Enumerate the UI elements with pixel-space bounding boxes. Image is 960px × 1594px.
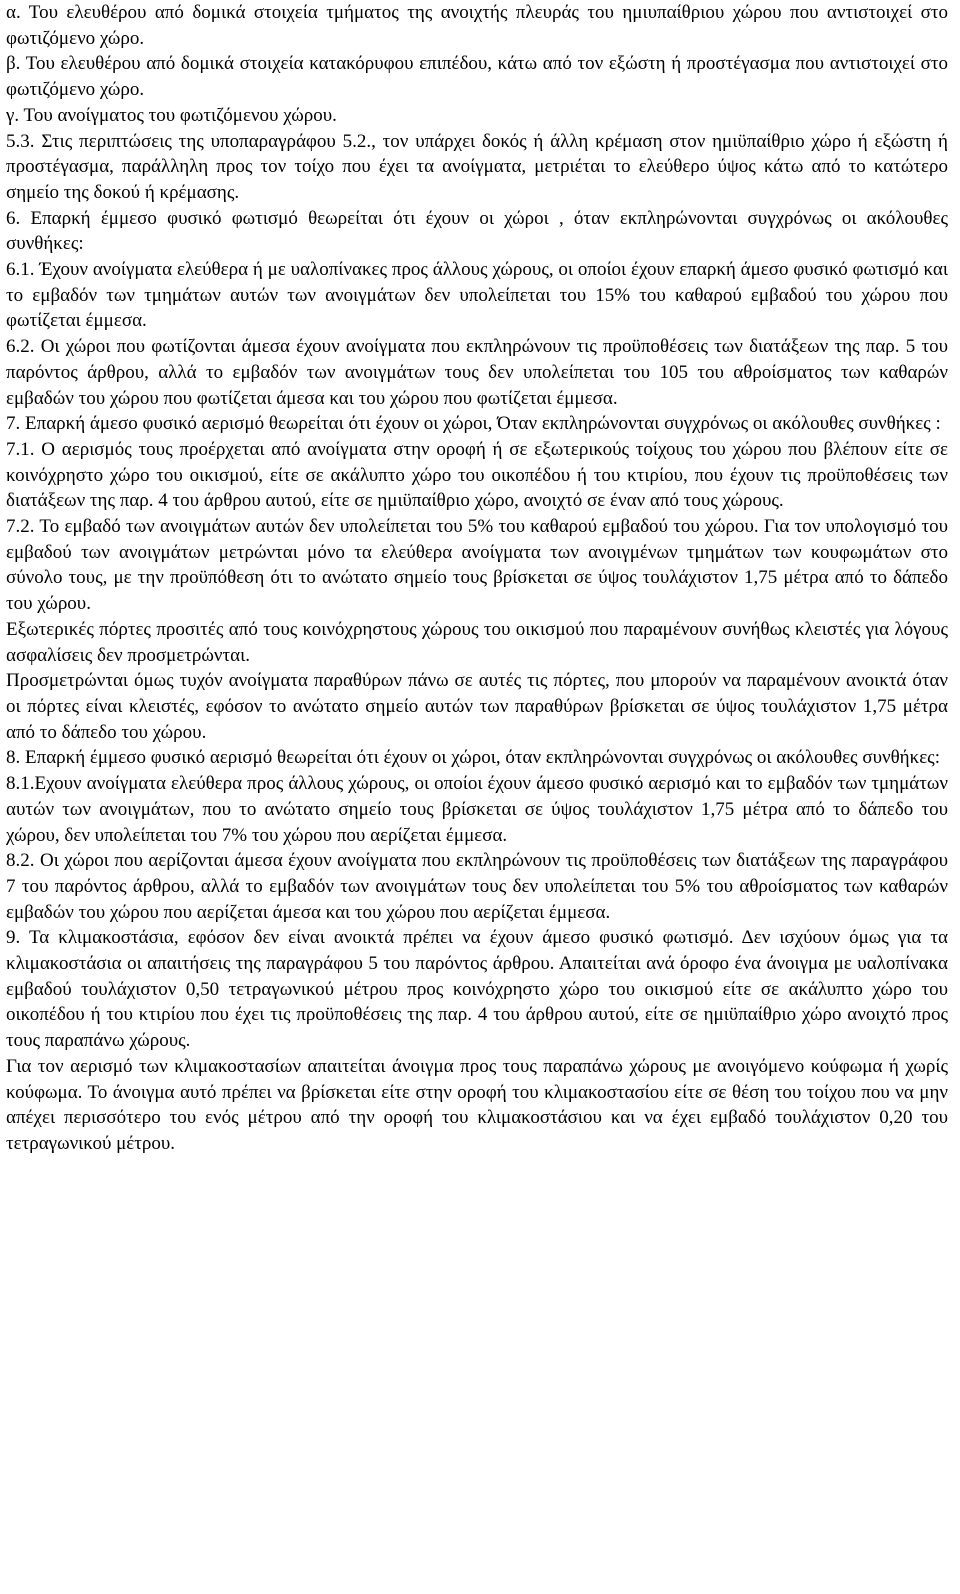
paragraph-6-1-openings-15-percent: 6.1. Έχουν ανοίγματα ελεύθερα ή με υαλοπίνακες προς άλλους χώρους, οι οποίοι έχουν επαρκή άμεσο φυσικό φωτισμό και το εμβαδόν των τμημάτων αυτών των ανοιγμάτων δεν υπολείπεται του 15% του καθαρού εμβαδού του χώρου που φωτίζεται έμμεσα. (6, 259, 948, 332)
paragraph-8-1-openings-7-percent: 8.1.Εχουν ανοίγματα ελεύθερα προς άλλους χώρους, οι οποίοι έχουν άμεσο φυσικό αερισμό και το εμβαδόν των τμημάτων αυτών των ανοιγμάτων, που το ανώτατο σημείο τους βρίσκεται σε ύψος τουλάχιστον 1,75 μέτρα από το δάπεδο του χώρου, δεν υπολείπεται του 7% του χώρου που αερίζεται έμμεσα. (6, 773, 948, 846)
paragraph-6-indirect-lighting: 6. Επαρκή έμμεσο φυσικό φωτισμό θεωρείται ότι έχουν οι χώροι , όταν εκπληρώνονται συγχρόνως οι ακόλουθες συνθήκες: (6, 207, 948, 255)
paragraph-8-2-direct-ventilated-rooms: 8.2. Οι χώροι που αερίζονται άμεσα έχουν ανοίγματα που εκπληρώνουν τις προϋποθέσεις των διατάξεων της παραγράφου 7 του παρόντος άρθρου, αλλά το εμβαδόν των ανοιγμάτων τους δεν υπολείπεται του 5% του αθροίσματος των καθαρών εμβαδών του χώρου που αερίζεται άμεσα και του χώρου που αερίζεται έμμεσα. (6, 850, 948, 923)
paragraph-7-direct-ventilation: 7. Επαρκή άμεσο φυσικό αερισμό θεωρείται ότι έχουν οι χώροι, Όταν εκπληρώνονται συγχρόνως οι ακόλουθες συνθήκες : (6, 413, 941, 435)
paragraph-gamma-opening: γ. Του ανοίγματος του φωτιζόμενου χώρου. (6, 104, 337, 126)
paragraph-beta-vertical-plane: β. Του ελευθέρου από δομικά στοιχεία κατακόρυφου επιπέδου, κάτω από τον εξώστη ή προστέγασμα που αντιστοιχεί στο φωτιζόμενο χώρο. (6, 53, 948, 101)
paragraph-9-staircases-lighting: 9. Τα κλιμακοστάσια, εφόσον δεν είναι ανοικτά πρέπει να έχουν άμεσο φυσικό φωτισμό. Δεν ισχύουν όμως για τα κλιμακοστάσια οι απαιτήσεις της παραγράφου 5 του παρόντος άρθρου. Απαιτείται ανά όροφο ένα άνοιγμα με υαλοπίνακα εμβαδού τουλάχιστον 0,50 τετραγωνικού μέτρου προς κοινόχρηστο χώρο του οικισμού είτε σε ακάλυπτο χώρο του οικοπέδου ή του κτιρίου που έχει τις προϋποθέσεις της παρ. 4 του άρθρου αυτού, είτε σε ημιϋπαίθριο χώρο ανοιχτό προς τους παραπάνω χώρους. (6, 927, 948, 1052)
paragraph-8-indirect-ventilation: 8. Επαρκή έμμεσο φυσικό αερισμό θεωρείται ότι έχουν οι χώροι, όταν εκπληρώνονται συγχρόνως οι ακόλουθες συνθήκες: (6, 747, 940, 769)
paragraph-6-2-direct-lit-rooms: 6.2. Οι χώροι που φωτίζονται άμεσα έχουν ανοίγματα που εκπληρώνουν τις προϋποθέσεις των διατάξεων της παρ. 5 του παρόντος άρθρου, αλλά το εμβαδόν των ανοιγμάτων τους δεν υπολείπεται του 105 του αθροίσματος των καθαρών εμβαδών του χώρου που φωτίζεται άμεσα και του χώρου που φωτίζεται έμμεσα. (6, 336, 948, 409)
paragraph-door-windows-counted: Προσμετρώνται όμως τυχόν ανοίγματα παραθύρων πάνω σε αυτές τις πόρτες, που μπορούν να παραμένουν ανοικτά όταν οι πόρτες είναι κλειστές, εφόσον το ανώτατο σημείο αυτών των παραθύρων βρίσκεται σε ύψος τουλάχιστον 1,75 μέτρα από το δάπεδο του χώρου. (6, 670, 948, 743)
paragraph-alpha-open-side: α. Του ελευθέρου από δομικά στοιχεία τμήματος της ανοιχτής πλευράς του ημιυπαίθριου χώρου που αντιστοιχεί στο φωτιζόμενο χώρο. (6, 2, 948, 49)
paragraph-7-2-opening-area-5-percent: 7.2. Το εμβαδό των ανοιγμάτων αυτών δεν υπολείπεται του 5% του καθαρού εμβαδού του χώρου. Για τον υπολογισμό του εμβαδού των ανοιγμάτων μετρώνται μόνο τα ελεύθερα ανοίγματα των ανοιγμένων τμημάτων των κουφωμάτων στο σύνολο τους, με την προϋπόθεση ότι το ανώτατο σημείο τους βρίσκεται σε ύψος τουλάχιστον 1,75 μέτρα από το δάπεδο του χώρου. (6, 516, 948, 615)
paragraph-5-3-beam-height: 5.3. Στις περιπτώσεις της υποπαραγράφου 5.2., τον υπάρχει δοκός ή άλλη κρέμαση στον ημιϋπαίθριο χώρο ή εξώστη ή προστέγασμα, παράλληλη προς τον τοίχο που έχει τα ανοίγματα, μετριέται το ελεύθερο ύψος κάτω από το κατώτερο σημείο της δοκού ή κρέμασης. (6, 130, 948, 203)
paragraph-staircases-ventilation: Για τον αερισμό των κλιμακοστασίων απαιτείται άνοιγμα προς τους παραπάνω χώρους με ανοιγόμενο κούφωμα ή χωρίς κούφωμα. Το άνοιγμα αυτό πρέπει να βρίσκεται είτε στην οροφή του κλιμακοστασίου είτε σε θέση του τοίχου που να μην απέχει περισσότερο του ενός μέτρου από την οροφή του κλιμακοστάσιου και να έχει εμβαδό τουλάχιστον 0,20 του τετραγωνικού μέτρου. (6, 1055, 948, 1154)
paragraph-7-1-ventilation-source: 7.1. Ο αερισμός τους προέρχεται από ανοίγματα στην οροφή ή σε εξωτερικούς τοίχους του χώρου που βλέπουν είτε σε κοινόχρηστο χώρο του οικισμού, είτε σε ακάλυπτο χώρο του οικοπέδου ή του κτιρίου, που έχουν τις προϋποθέσεις των διατάξεων της παρ. 4 του άρθρου αυτού, είτε σε ημιϋπαίθριο χώρο, ανοιχτό σε έναν από τους χώρους. (6, 438, 948, 512)
paragraph-external-doors: Εξωτερικές πόρτες προσιτές από τους κοινόχρηστους χώρους του οικισμού που παραμένουν συνήθως κλειστές για λόγους ασφαλίσεις δεν προσμετρώνται. (6, 618, 948, 666)
